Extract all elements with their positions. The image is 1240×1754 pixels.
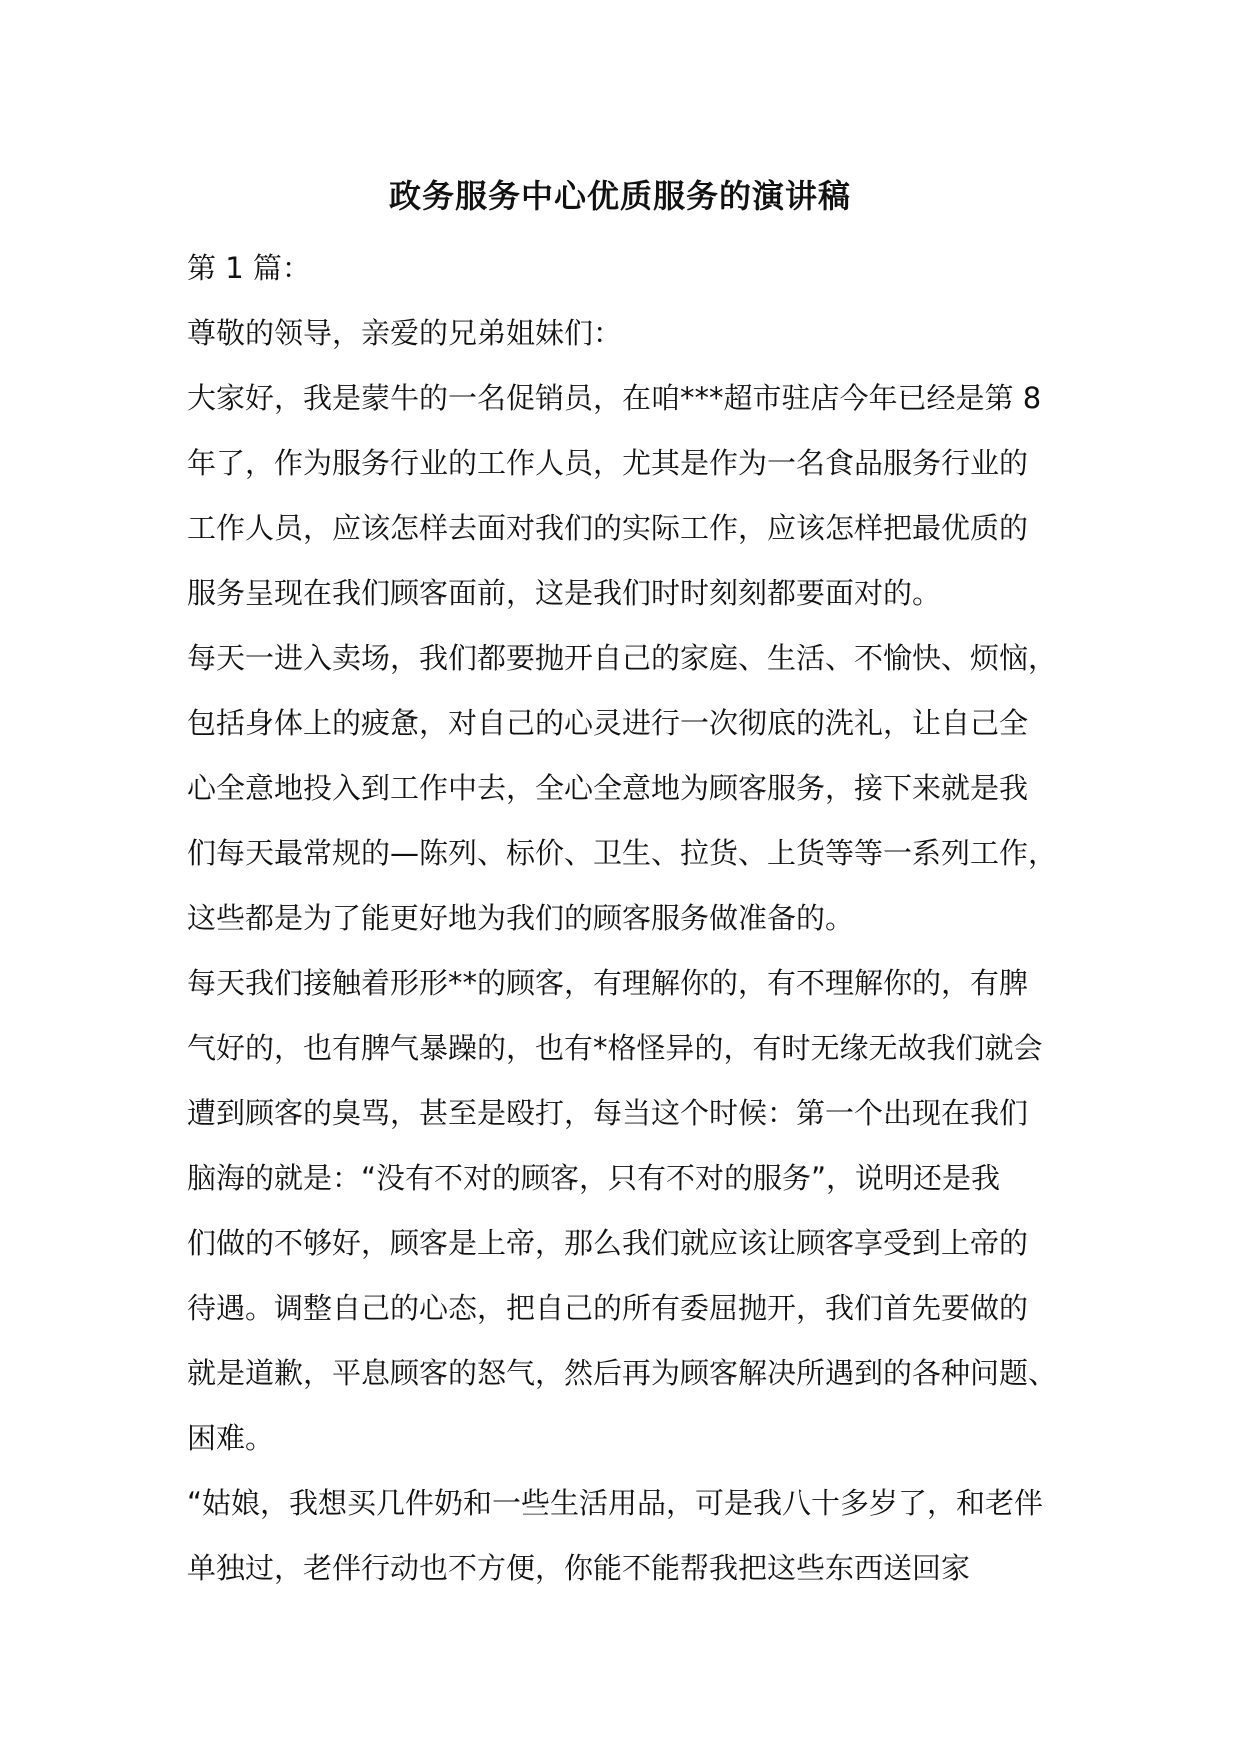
- text-line: 每天我们接触着形形**的顾客，有理解你的，有不理解你的，有脾: [187, 966, 1029, 1000]
- text-line: 们每天最常规的—陈列、标价、卫生、拉货、上货等等一系列工作，: [187, 836, 1058, 870]
- text-line: 就是道歉，平息顾客的怒气，然后再为顾客解决所遇到的各种问题、: [187, 1356, 1058, 1390]
- text-line: 单独过，老伴行动也不方便，你能不能帮我把这些东西送回家: [187, 1551, 971, 1585]
- text-line: 第 1 篇：: [187, 251, 311, 285]
- text-line: 包括身体上的疲惫，对自己的心灵进行一次彻底的洗礼，让自己全: [187, 706, 1029, 740]
- text-line: 心全意地投入到工作中去，全心全意地为顾客服务，接下来就是我: [187, 771, 1029, 805]
- text-line: 遭到顾客的臭骂，甚至是殴打，每当这个时候：第一个出现在我们: [187, 1096, 1029, 1130]
- text-line: 年了，作为服务行业的工作人员，尤其是作为一名食品服务行业的: [187, 446, 1029, 480]
- text-line: 困难。: [187, 1421, 275, 1455]
- text-line: 们做的不够好，顾客是上帝，那么我们就应该让顾客享受到上帝的: [187, 1226, 1029, 1260]
- text-line: 工作人员，应该怎样去面对我们的实际工作，应该怎样把最优质的: [187, 511, 1029, 545]
- text-line: 每天一进入卖场，我们都要抛开自己的家庭、生活、不愉快、烦恼，: [187, 641, 1058, 675]
- text-line: 气好的，也有脾气暴躁的，也有*格怪异的，有时无缘无故我们就会: [187, 1031, 1043, 1065]
- text-line: 待遇。调整自己的心态，把自己的所有委屈抛开，我们首先要做的: [187, 1291, 1029, 1325]
- text-line: 尊敬的领导，亲爱的兄弟姐妹们：: [187, 316, 623, 350]
- text-line: 大家好，我是蒙牛的一名促销员，在咱***超市驻店今年已经是第 8: [187, 381, 1042, 415]
- document-title: 政务服务中心优质服务的演讲稿: [388, 177, 851, 215]
- text-line: “姑娘，我想买几件奶和一些生活用品，可是我八十多岁了，和老伴: [187, 1486, 1044, 1520]
- text-line: 服务呈现在我们顾客面前，这是我们时时刻刻都要面对的。: [187, 576, 942, 610]
- text-line: 脑海的就是：“没有不对的顾客，只有不对的服务”，说明还是我: [187, 1161, 1001, 1195]
- text-line: 这些都是为了能更好地为我们的顾客服务做准备的。: [187, 901, 855, 935]
- document-body: [187, 236, 1087, 1601]
